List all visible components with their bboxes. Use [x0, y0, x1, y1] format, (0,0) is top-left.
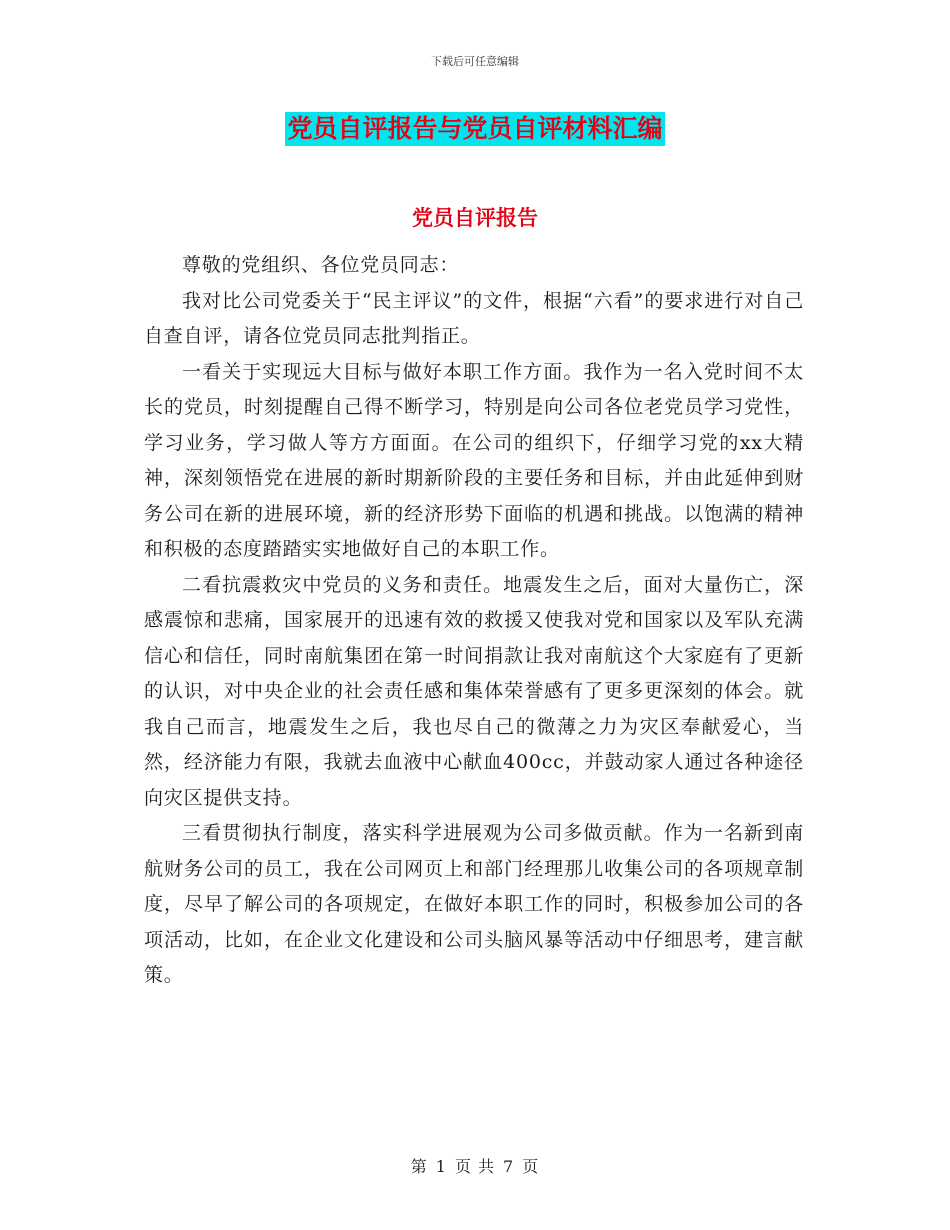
page-middle: 页 共 — [454, 1157, 496, 1176]
document-title: 党员自评报告与党员自评材料汇编 — [285, 112, 664, 146]
body-paragraph-1: 一看关于实现远大目标与做好本职工作方面。我作为一名入党时间不太长的党员，时刻提醒自己得不断学习，特别是向公司各位老党员学习党性，学习业务，学习做人等方方面面。在公司的组织下，仔细学习党的xx大精神，深刻领悟党在进展的新时期新阶段的主要任务和目标，并由此延伸到财务公司在新的进展环境，新的经济形势下面临的机遇和挑战。以饱满的精神和积极的态度踏踏实实地做好自己的本职工作。 — [144, 360, 804, 560]
body-paragraph-2: 二看抗震救灾中党员的义务和责任。地震发生之后，面对大量伤亡，深感震惊和悲痛，国家展开的迅速有效的救援又使我对党和国家以及军队充满信心和信任，同时南航集团在第一时间捐款让我对南航这个大家庭有了更新的认识，对中央企业的社会责任感和集体荣誉感有了更多更深刻的体会。就我自己而言，地震发生之后，我也尽自己的微薄之力为灾区奉献爱心，当然，经济能力有限，我就去血液中心献血400cc，并鼓动家人通过各种途径向灾区提供支持。 — [144, 573, 804, 809]
section-title: 党员自评报告 — [412, 206, 538, 230]
header-note: 下载后可任意编辑 — [431, 55, 519, 68]
page-total: 7 — [503, 1157, 515, 1176]
main-title-container — [0, 112, 950, 146]
body-paragraph-3: 三看贯彻执行制度，落实科学进展观为公司多做贡献。作为一名新到南航财务公司的员工，我在公司网页上和部门经理那儿收集公司的各项规章制度，尽早了解公司的各项规定，在做好本职工作的同时，积极参加公司的各项活动，比如，在企业文化建设和公司头脑风暴等活动中仔细思考，建言献策。 — [144, 822, 804, 986]
page-suffix: 页 — [522, 1157, 540, 1176]
page-prefix: 第 — [410, 1157, 428, 1176]
page-current: 1 — [435, 1157, 447, 1176]
page-footer — [0, 1154, 950, 1177]
intro-paragraph: 我对比公司党委关于“民主评议”的文件，根据“六看”的要求进行对自己自查自评，请各位党员同志批判指正。 — [144, 289, 804, 347]
document-body — [144, 248, 804, 994]
salutation-paragraph: 尊敬的党组织、各位党员同志： — [182, 254, 460, 276]
